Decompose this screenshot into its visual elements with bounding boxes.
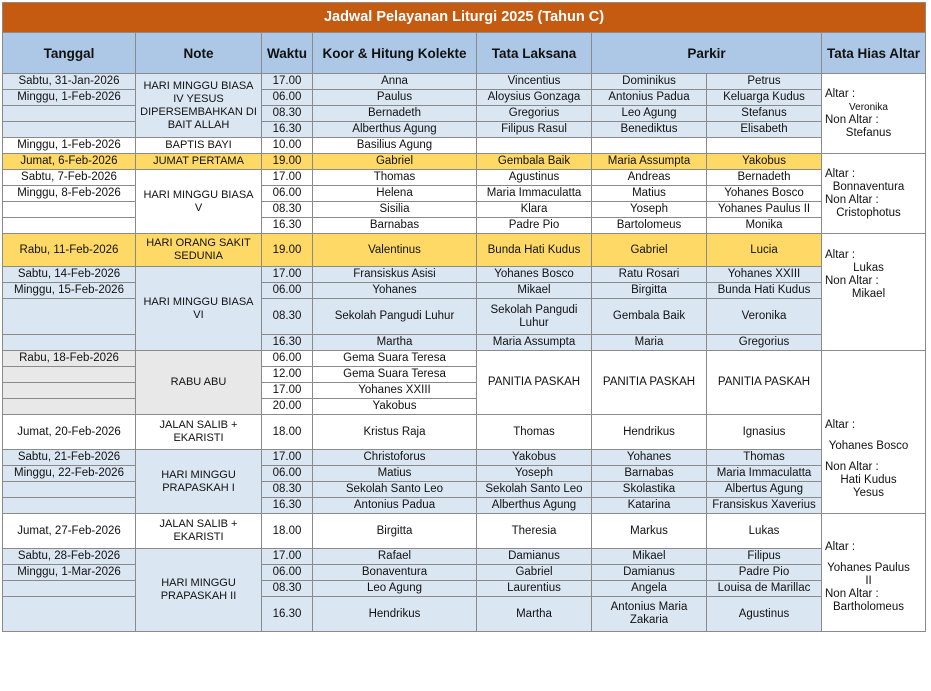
cell-koor: Antonius Padua (313, 498, 477, 514)
cell-koor: Christoforus (313, 450, 477, 466)
cell-tata-hias (822, 514, 926, 632)
cell-parkir-1: PANITIA PASKAH (592, 351, 707, 415)
cell-parkir-1: Mikael (592, 549, 707, 565)
cell-waktu: 16.30 (262, 218, 313, 234)
cell-tanggal: Sabtu, 14-Feb-2026 (3, 267, 136, 283)
cell-parkir-2: Stefanus (707, 106, 822, 122)
cell-parkir-1: Skolastika (592, 482, 707, 498)
cell-parkir-2: Petrus (707, 74, 822, 90)
cell-parkir-2: Padre Pio (707, 565, 822, 581)
cell-parkir-1: Andreas (592, 170, 707, 186)
cell-koor: Rafael (313, 549, 477, 565)
cell-parkir-1: Hendrikus (592, 415, 707, 450)
cell-tanggal (3, 122, 136, 138)
header-parkir: Parkir (592, 33, 822, 74)
cell-tata-laksana: Thomas (477, 415, 592, 450)
cell-parkir-1: Yoseph (592, 202, 707, 218)
cell-tata-laksana: Yakobus (477, 450, 592, 466)
altar-value: Bonnaventura (832, 180, 905, 193)
cell-waktu: 08.30 (262, 581, 313, 597)
cell-tanggal: Sabtu, 21-Feb-2026 (3, 450, 136, 466)
cell-parkir-2: Bunda Hati Kudus (707, 283, 822, 299)
cell-koor: Thomas (313, 170, 477, 186)
cell-waktu: 16.30 (262, 122, 313, 138)
table-row (3, 267, 926, 283)
header-note: Note (136, 33, 262, 74)
cell-tata-laksana (477, 138, 592, 154)
cell-waktu: 16.30 (262, 335, 313, 351)
cell-tanggal (3, 581, 136, 597)
cell-note: HARI MINGGU BIASA VI (136, 267, 262, 351)
cell-tanggal: Minggu, 8-Feb-2026 (3, 186, 136, 202)
cell-tanggal: Minggu, 22-Feb-2026 (3, 466, 136, 482)
cell-parkir-1: Barnabas (592, 466, 707, 482)
altar-value: Yohanes Bosco (828, 439, 909, 452)
cell-note: HARI MINGGU PRAPASKAH I (136, 450, 262, 514)
cell-tanggal: Rabu, 18-Feb-2026 (3, 351, 136, 367)
cell-tanggal: Sabtu, 31-Jan-2026 (3, 74, 136, 90)
header-tata-laksana: Tata Laksana (477, 33, 592, 74)
cell-parkir-2: Filipus (707, 549, 822, 565)
altar-value: Lukas (853, 262, 884, 274)
non-altar-value: Cristophotus (836, 206, 901, 219)
cell-tanggal (3, 498, 136, 514)
cell-koor: Paulus (313, 90, 477, 106)
cell-parkir-2 (707, 138, 822, 154)
altar-label: Altar : (825, 418, 856, 431)
cell-parkir-1: Antonius Maria Zakaria (592, 597, 707, 632)
cell-parkir-2: PANITIA PASKAH (707, 351, 822, 415)
cell-note: HARI MINGGU PRAPASKAH II (136, 549, 262, 632)
schedule-table (2, 2, 926, 632)
cell-waktu: 08.30 (262, 202, 313, 218)
cell-parkir-1: Leo Agung (592, 106, 707, 122)
cell-tanggal (3, 335, 136, 351)
cell-waktu: 17.00 (262, 170, 313, 186)
non-altar-label: Non Altar : (825, 460, 879, 473)
cell-tata-laksana: Yoseph (477, 466, 592, 482)
cell-tanggal (3, 482, 136, 498)
schedule-title: Jadwal Pelayanan Liturgi 2025 (Tahun C) (3, 3, 926, 33)
cell-tata-laksana: Maria Assumpta (477, 335, 592, 351)
cell-parkir-1: Yohanes (592, 450, 707, 466)
table-row (3, 514, 926, 549)
cell-waktu: 10.00 (262, 138, 313, 154)
cell-note: JALAN SALIB + EKARISTI (136, 415, 262, 450)
cell-tata-laksana: Martha (477, 597, 592, 632)
cell-parkir-2: Albertus Agung (707, 482, 822, 498)
cell-note: RABU ABU (136, 351, 262, 415)
cell-note: BAPTIS BAYI (136, 138, 262, 154)
header-tanggal: Tanggal (3, 33, 136, 74)
non-altar-value: Hati Kudus Yesus (840, 473, 897, 499)
cell-koor: Bernadeth (313, 106, 477, 122)
cell-parkir-2: Yakobus (707, 154, 822, 170)
cell-tata-laksana: Gembala Baik (477, 154, 592, 170)
cell-parkir-2: Thomas (707, 450, 822, 466)
cell-parkir-1: Maria (592, 335, 707, 351)
cell-parkir-1: Gembala Baik (592, 299, 707, 335)
cell-koor: Basilius Agung (313, 138, 477, 154)
cell-tata-laksana: Gregorius (477, 106, 592, 122)
cell-parkir-2: Elisabeth (707, 122, 822, 138)
cell-parkir-2: Yohanes Bosco (707, 186, 822, 202)
cell-koor: Helena (313, 186, 477, 202)
table-row (3, 415, 926, 450)
cell-koor: Sekolah Santo Leo (313, 482, 477, 498)
cell-waktu: 17.00 (262, 383, 313, 399)
cell-tata-laksana: PANITIA PASKAH (477, 351, 592, 415)
cell-tata-laksana: Agustinus (477, 170, 592, 186)
non-altar-value: Stefanus (845, 126, 892, 139)
cell-koor: Valentinus (313, 234, 477, 267)
cell-tanggal (3, 597, 136, 632)
cell-koor: Yohanes XXIII (313, 383, 477, 399)
cell-koor: Bonaventura (313, 565, 477, 581)
cell-parkir-2: Fransiskus Xaverius (707, 498, 822, 514)
cell-parkir-1: Dominikus (592, 74, 707, 90)
cell-parkir-1: Angela (592, 581, 707, 597)
non-altar-label: Non Altar : (825, 275, 879, 287)
cell-waktu: 17.00 (262, 74, 313, 90)
non-altar-value: Bartholomeus (833, 601, 904, 613)
cell-waktu: 06.00 (262, 351, 313, 367)
cell-tanggal: Minggu, 1-Feb-2026 (3, 90, 136, 106)
cell-tanggal: Jumat, 6-Feb-2026 (3, 154, 136, 170)
cell-parkir-1: Damianus (592, 565, 707, 581)
altar-label: Altar : (825, 87, 856, 100)
cell-koor: Leo Agung (313, 581, 477, 597)
cell-waktu: 19.00 (262, 234, 313, 267)
cell-parkir-2: Monika (707, 218, 822, 234)
cell-koor: Gema Suara Teresa (313, 351, 477, 367)
cell-koor: Anna (313, 74, 477, 90)
cell-note: JALAN SALIB + EKARISTI (136, 514, 262, 549)
cell-tata-laksana: Gabriel (477, 565, 592, 581)
cell-waktu: 06.00 (262, 90, 313, 106)
cell-parkir-2: Veronika (707, 299, 822, 335)
cell-parkir-1: Matius (592, 186, 707, 202)
cell-parkir-2: Louisa de Marillac (707, 581, 822, 597)
cell-koor: Hendrikus (313, 597, 477, 632)
cell-tanggal: Jumat, 27-Feb-2026 (3, 514, 136, 549)
cell-tata-laksana: Klara (477, 202, 592, 218)
cell-parkir-2: Yohanes XXIII (707, 267, 822, 283)
cell-parkir-1: Ratu Rosari (592, 267, 707, 283)
cell-tata-laksana: Laurentius (477, 581, 592, 597)
cell-koor: Yohanes (313, 283, 477, 299)
cell-koor: Sekolah Pangudi Luhur (313, 299, 477, 335)
cell-tata-laksana: Maria Immaculatta (477, 186, 592, 202)
cell-note: HARI MINGGU BIASA V (136, 170, 262, 234)
table-row (3, 234, 926, 267)
cell-parkir-2: Gregorius (707, 335, 822, 351)
schedule-sheet (2, 2, 926, 632)
cell-parkir-1: Bartolomeus (592, 218, 707, 234)
cell-tata-laksana: Sekolah Pangudi Luhur (477, 299, 592, 335)
cell-tanggal (3, 202, 136, 218)
cell-tanggal: Jumat, 20-Feb-2026 (3, 415, 136, 450)
cell-tata-laksana: Vincentius (477, 74, 592, 90)
cell-koor: Fransiskus Asisi (313, 267, 477, 283)
cell-tanggal: Minggu, 15-Feb-2026 (3, 283, 136, 299)
cell-parkir-2: Agustinus (707, 597, 822, 632)
cell-tata-laksana: Filipus Rasul (477, 122, 592, 138)
cell-tanggal (3, 218, 136, 234)
cell-parkir-2: Lukas (707, 514, 822, 549)
cell-koor: Kristus Raja (313, 415, 477, 450)
cell-tata-laksana: Mikael (477, 283, 592, 299)
non-altar-value: Mikael (851, 288, 886, 300)
altar-value: Yohanes Paulus II (827, 562, 910, 587)
cell-waktu: 06.00 (262, 283, 313, 299)
cell-tanggal (3, 367, 136, 383)
cell-tanggal: Sabtu, 28-Feb-2026 (3, 549, 136, 565)
header-tata-hias: Tata Hias Altar (822, 33, 926, 74)
table-row (3, 138, 926, 154)
cell-parkir-1: Maria Assumpta (592, 154, 707, 170)
cell-parkir-2: Yohanes Paulus II (707, 202, 822, 218)
cell-waktu: 12.00 (262, 367, 313, 383)
cell-tanggal (3, 383, 136, 399)
cell-note: HARI ORANG SAKIT SEDUNIA (136, 234, 262, 267)
cell-parkir-2: Lucia (707, 234, 822, 267)
table-row (3, 549, 926, 565)
cell-koor: Alberthus Agung (313, 122, 477, 138)
cell-koor: Yakobus (313, 399, 477, 415)
cell-tata-hias (822, 74, 926, 154)
cell-parkir-2: Ignasius (707, 415, 822, 450)
cell-tata-laksana: Padre Pio (477, 218, 592, 234)
cell-tanggal (3, 106, 136, 122)
non-altar-label: Non Altar : (825, 193, 879, 206)
cell-tata-laksana: Yohanes Bosco (477, 267, 592, 283)
cell-parkir-2: Keluarga Kudus (707, 90, 822, 106)
cell-tata-laksana: Bunda Hati Kudus (477, 234, 592, 267)
altar-label: Altar : (825, 541, 856, 553)
cell-tata-hias (822, 351, 926, 514)
table-row (3, 154, 926, 170)
cell-koor: Martha (313, 335, 477, 351)
cell-tata-hias (822, 154, 926, 234)
cell-waktu: 16.30 (262, 597, 313, 632)
cell-waktu: 08.30 (262, 482, 313, 498)
table-row (3, 74, 926, 90)
cell-parkir-2: Bernadeth (707, 170, 822, 186)
cell-waktu: 17.00 (262, 267, 313, 283)
cell-waktu: 18.00 (262, 415, 313, 450)
cell-parkir-1 (592, 138, 707, 154)
cell-tanggal (3, 399, 136, 415)
cell-koor: Gabriel (313, 154, 477, 170)
table-row (3, 450, 926, 466)
cell-tanggal (3, 299, 136, 335)
cell-waktu: 08.30 (262, 106, 313, 122)
cell-tanggal: Rabu, 11-Feb-2026 (3, 234, 136, 267)
cell-tata-hias (822, 234, 926, 351)
cell-tata-laksana: Damianus (477, 549, 592, 565)
cell-parkir-1: Birgitta (592, 283, 707, 299)
cell-koor: Sisilia (313, 202, 477, 218)
cell-note: HARI MINGGU BIASA IV YESUS DIPERSEMBAHKAN DI BAIT ALLAH (136, 74, 262, 138)
cell-waktu: 06.00 (262, 186, 313, 202)
cell-parkir-2: Maria Immaculatta (707, 466, 822, 482)
cell-note: JUMAT PERTAMA (136, 154, 262, 170)
cell-tata-laksana: Sekolah Santo Leo (477, 482, 592, 498)
cell-koor: Barnabas (313, 218, 477, 234)
cell-tanggal: Minggu, 1-Feb-2026 (3, 138, 136, 154)
altar-label: Altar : (825, 167, 856, 180)
cell-koor: Matius (313, 466, 477, 482)
cell-tata-laksana: Alberthus Agung (477, 498, 592, 514)
cell-waktu: 18.00 (262, 514, 313, 549)
cell-tata-laksana: Theresia (477, 514, 592, 549)
cell-parkir-1: Benediktus (592, 122, 707, 138)
cell-parkir-1: Gabriel (592, 234, 707, 267)
cell-waktu: 17.00 (262, 450, 313, 466)
cell-waktu: 08.30 (262, 299, 313, 335)
cell-waktu: 19.00 (262, 154, 313, 170)
cell-koor: Birgitta (313, 514, 477, 549)
table-row (3, 351, 926, 367)
header-koor: Koor & Hitung Kolekte (313, 33, 477, 74)
cell-tata-laksana: Aloysius Gonzaga (477, 90, 592, 106)
cell-waktu: 06.00 (262, 466, 313, 482)
non-altar-label: Non Altar : (825, 113, 879, 126)
cell-parkir-1: Antonius Padua (592, 90, 707, 106)
altar-label: Altar : (825, 249, 856, 261)
cell-waktu: 17.00 (262, 549, 313, 565)
cell-tanggal: Sabtu, 7-Feb-2026 (3, 170, 136, 186)
non-altar-label: Non Altar : (825, 588, 879, 600)
altar-value: Veronika (849, 101, 888, 113)
cell-koor: Gema Suara Teresa (313, 367, 477, 383)
cell-parkir-1: Katarina (592, 498, 707, 514)
cell-waktu: 16.30 (262, 498, 313, 514)
cell-waktu: 20.00 (262, 399, 313, 415)
cell-tanggal: Minggu, 1-Mar-2026 (3, 565, 136, 581)
header-waktu: Waktu (262, 33, 313, 74)
table-row (3, 170, 926, 186)
cell-waktu: 06.00 (262, 565, 313, 581)
cell-parkir-1: Markus (592, 514, 707, 549)
